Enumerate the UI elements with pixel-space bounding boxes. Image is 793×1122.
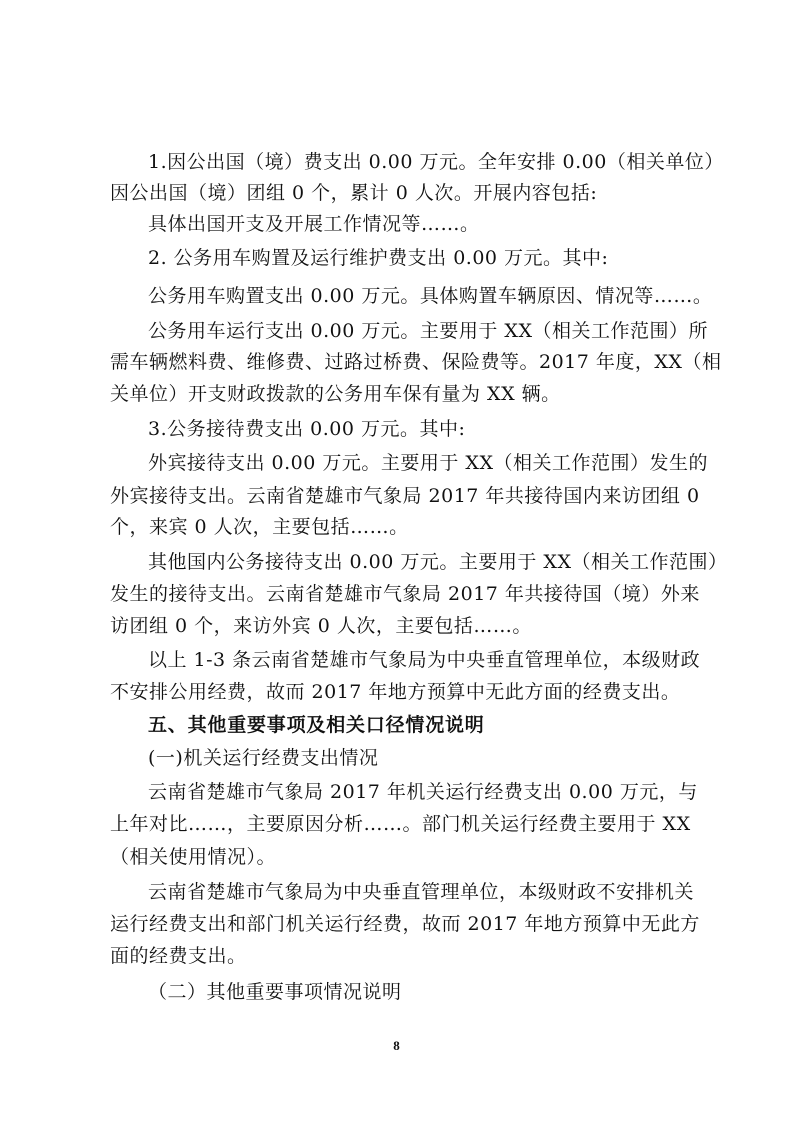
subsection-heading: (一)机关运行经费支出情况 (148, 747, 379, 769)
text-line: 外宾接待支出。云南省楚雄市气象局 2017 年共接待国内来访团组 0 (110, 485, 700, 507)
text-line: 访团组 0 个，来访外宾 0 人次，主要包括……。 (110, 615, 532, 637)
text-line: 以上 1-3 条云南省楚雄市气象局为中央垂直管理单位，本级财政 (148, 649, 701, 671)
text-line: 具体出国开支及开展工作情况等……。 (148, 213, 480, 235)
text-line: （相关使用情况）。 (110, 846, 277, 868)
section-heading: 五、其他重要事项及相关口径情况说明 (148, 714, 485, 736)
text-line: 运行经费支出和部门机关运行经费，故而 2017 年地方预算中无此方 (110, 913, 700, 935)
text-line: 外宾接待支出 0.00 万元。主要用于 XX（相关工作范围）发生的 (148, 452, 708, 474)
text-line: 因公出国（境）团组 0 个，累计 0 人次。开展内容包括: (110, 182, 598, 204)
text-line: 上年对比……，主要原因分析……。部门机关运行经费主要用于 XX (110, 813, 691, 835)
text-line: 其他国内公务接待支出 0.00 万元。主要用于 XX（相关工作范围） (148, 551, 728, 573)
text-line: 需车辆燃料费、维修费、过路过桥费、保险费等。2017 年度，XX（相 (110, 351, 722, 373)
text-line: 发生的接待支出。云南省楚雄市气象局 2017 年共接待国（境）外来 (110, 583, 700, 605)
text-line: 不安排公用经费，故而 2017 年地方预算中无此方面的经费支出。 (110, 681, 681, 703)
text-line: 3.公务接待费支出 0.00 万元。其中: (148, 418, 466, 440)
text-line: 个，来宾 0 人次，主要包括……。 (110, 516, 409, 538)
text-line: 云南省楚雄市气象局为中央垂直管理单位，本级财政不安排机关 (148, 881, 695, 903)
text-line: 公务用车运行支出 0.00 万元。主要用于 XX（相关工作范围）所 (148, 320, 708, 342)
text-line: 2. 公务用车购置及运行维护费支出 0.00 万元。其中: (148, 247, 609, 269)
text-line: 云南省楚雄市气象局 2017 年机关运行经费支出 0.00 万元，与 (148, 781, 698, 803)
text-line: 公务用车购置支出 0.00 万元。具体购置车辆原因、情况等……。 (148, 285, 713, 307)
text-line: 面的经费支出。 (110, 945, 247, 967)
text-line: 1.因公出国（境）费支出 0.00 万元。全年安排 0.00（相关单位） (148, 151, 724, 173)
page-number: 8 (393, 1038, 400, 1053)
text-line: 关单位）开支财政拨款的公务用车保有量为 XX 辆。 (110, 383, 561, 405)
subsection-heading: （二）其他重要事项情况说明 (148, 981, 402, 1003)
